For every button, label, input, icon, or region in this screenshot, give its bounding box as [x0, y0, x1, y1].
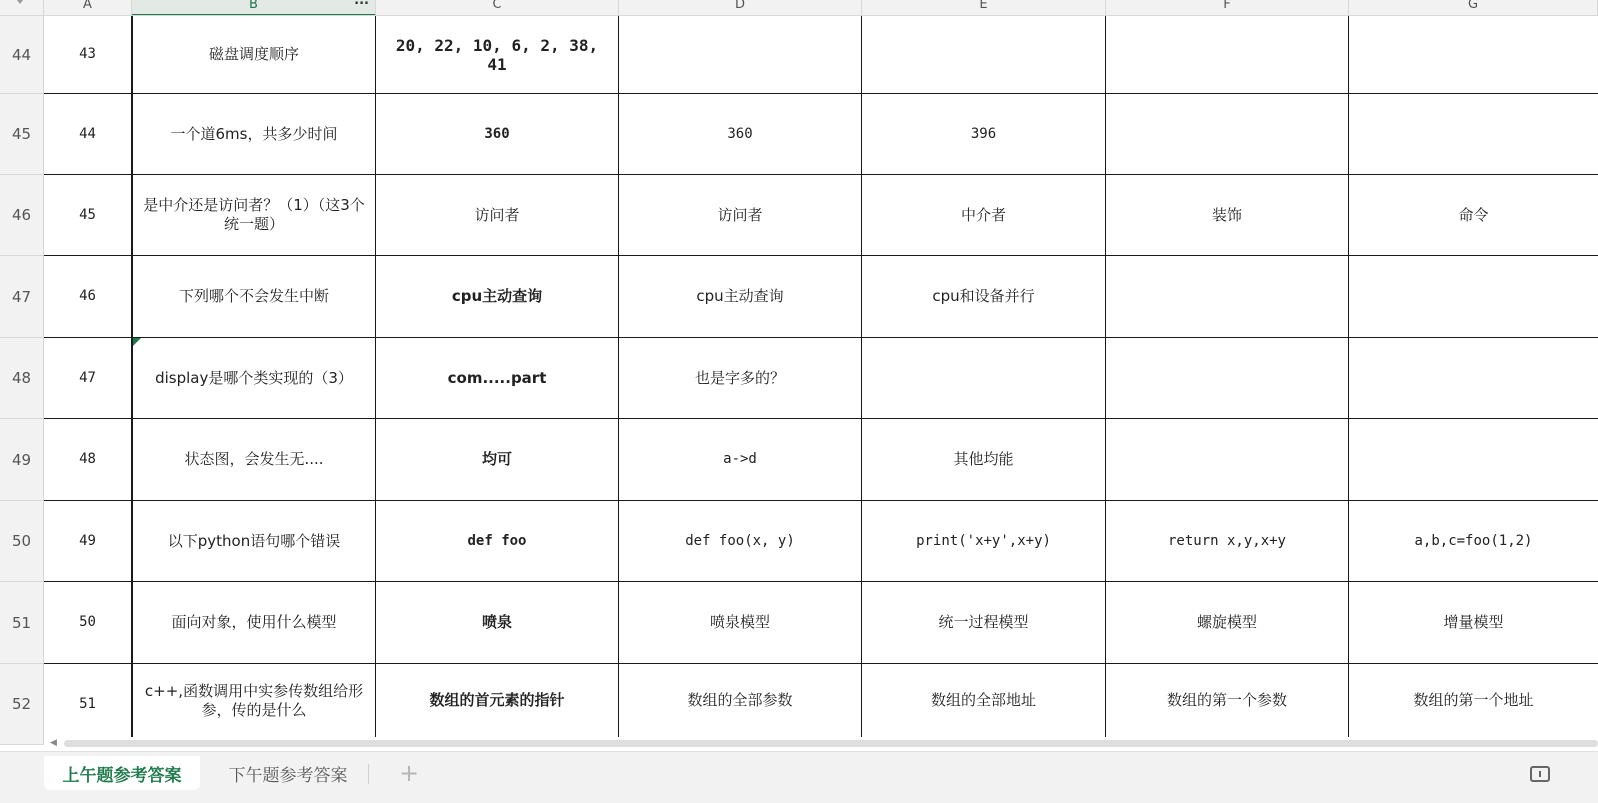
cell-d44[interactable]	[619, 16, 862, 94]
cell-f49[interactable]	[1106, 419, 1349, 501]
cell-text: print('x+y',x+y)	[916, 532, 1051, 549]
row-number: 51	[11, 613, 32, 632]
cell-text: 数组的第一个参数	[1166, 691, 1287, 709]
cell-text: a->d	[723, 451, 757, 467]
cell-text: 47	[79, 369, 96, 386]
cell-a51[interactable]	[44, 582, 132, 664]
cell-text: 48	[79, 451, 96, 467]
cell-e49[interactable]	[862, 419, 1106, 501]
cell-a44[interactable]	[44, 16, 132, 94]
cell-b51[interactable]	[132, 582, 376, 664]
cell-text: com.....part	[447, 368, 547, 387]
cell-text: 360	[727, 125, 753, 142]
sidebar-toggle-icon[interactable]	[1530, 766, 1550, 782]
tab-divider	[368, 764, 369, 784]
row-number: 45	[11, 125, 32, 143]
plus-icon[interactable]: +	[398, 759, 420, 787]
sheet-tab-morning-answers[interactable]	[44, 756, 200, 790]
cell-text: 中介者	[960, 205, 1006, 224]
cell-text: 喷泉模型	[709, 613, 770, 631]
cell-text: 数组的全部参数	[687, 691, 793, 709]
cell-f47[interactable]	[1106, 256, 1349, 338]
cell-a52[interactable]	[44, 664, 132, 748]
cell-text: 装饰	[1211, 205, 1242, 224]
cell-c50[interactable]	[376, 501, 619, 582]
cell-text: def foo(x, y)	[685, 532, 795, 549]
cell-e47[interactable]	[862, 256, 1106, 338]
cell-c51[interactable]	[376, 582, 619, 664]
cell-text: 访问者	[717, 205, 763, 224]
cell-e51[interactable]	[862, 582, 1106, 664]
cell-text: 下列哪个不会发生中断	[178, 287, 329, 305]
row-number: 52	[11, 695, 32, 713]
cell-b45[interactable]	[132, 94, 376, 175]
cell-text: 均可	[481, 450, 512, 468]
cell-text: 磁盘调度顺序	[208, 45, 299, 63]
cell-d49[interactable]	[619, 419, 862, 501]
scrollbar-thumb[interactable]	[64, 740, 1598, 747]
cell-e48[interactable]	[862, 338, 1106, 419]
cell-text: 49	[79, 532, 96, 549]
cell-text: 44	[79, 125, 96, 142]
more-options-icon[interactable]: ...	[354, 0, 369, 8]
cell-e44[interactable]	[862, 16, 1106, 94]
cell-e45[interactable]	[862, 94, 1106, 175]
cell-c44[interactable]	[376, 16, 619, 94]
cell-e50[interactable]	[862, 501, 1106, 582]
cell-a48[interactable]	[44, 338, 132, 419]
cell-text: cpu和设备并行	[932, 287, 1035, 305]
cell-g51[interactable]	[1349, 582, 1598, 664]
cell-text: 增量模型	[1443, 613, 1504, 631]
cell-text: 也是字多的？	[694, 368, 785, 387]
cell-b47[interactable]	[132, 256, 376, 338]
cell-d51[interactable]	[619, 582, 862, 664]
column-letter: B	[249, 0, 258, 12]
cell-f48[interactable]	[1106, 338, 1349, 419]
cell-text: 50	[79, 614, 96, 630]
cell-b48[interactable]	[132, 338, 376, 419]
cell-a46[interactable]	[44, 175, 132, 256]
cell-f50[interactable]	[1106, 501, 1349, 582]
cell-text: 20, 22, 10, 6, 2, 38, 41	[395, 35, 599, 74]
cell-d50[interactable]	[619, 501, 862, 582]
cell-text: 数组的第一个地址	[1413, 691, 1534, 709]
cell-text: 43	[79, 46, 96, 62]
cell-text: c++,函数调用中实参传数组给形参，传的是什么	[144, 681, 364, 719]
cell-d48[interactable]	[619, 338, 862, 419]
cell-text: 360	[484, 125, 510, 142]
comment-indicator-icon[interactable]	[133, 338, 141, 346]
row-number: 46	[11, 206, 32, 224]
cell-a50[interactable]	[44, 501, 132, 582]
cell-d52[interactable]	[619, 664, 862, 737]
cell-text: 螺旋模型	[1196, 613, 1257, 631]
cell-d46[interactable]	[619, 175, 862, 256]
cell-g52[interactable]	[1349, 664, 1598, 737]
cell-a45[interactable]	[44, 94, 132, 175]
horizontal-scrollbar[interactable]	[44, 737, 1598, 749]
cell-f45[interactable]	[1106, 94, 1349, 175]
sheet-tab-afternoon-answers[interactable]	[210, 756, 366, 790]
cell-text: a,b,c=foo(1,2)	[1414, 532, 1533, 549]
cell-b50[interactable]	[132, 501, 376, 582]
cell-g46[interactable]	[1349, 175, 1598, 256]
cell-text: 面向对象，使用什么模型	[171, 613, 337, 631]
cell-d47[interactable]	[619, 256, 862, 338]
row-number: 44	[11, 45, 32, 64]
row-number: 49	[11, 450, 32, 469]
cell-a47[interactable]	[44, 256, 132, 338]
cell-c52[interactable]	[376, 664, 619, 737]
row-number: 47	[11, 287, 32, 306]
tab-label: 上午题参考答案	[62, 765, 182, 786]
column-letter: F	[1223, 0, 1231, 12]
cell-text: 以下python语句哪个错误	[167, 531, 341, 550]
cell-text: 396	[970, 125, 997, 142]
sheet-tab-bar	[0, 751, 1598, 803]
cell-f52[interactable]	[1106, 664, 1349, 737]
cell-e52[interactable]	[862, 664, 1106, 737]
cell-a49[interactable]	[44, 419, 132, 501]
cell-text: cpu主动查询	[696, 287, 784, 305]
cell-b46[interactable]	[132, 175, 376, 256]
cell-g44[interactable]	[1349, 16, 1598, 94]
cell-text: 访问者	[474, 205, 520, 224]
column-letter: C	[492, 0, 502, 12]
cell-text: 是中介还是访问者？（1）（这3个统一题）	[143, 196, 365, 233]
cell-g45[interactable]	[1349, 94, 1598, 175]
cell-c48[interactable]	[376, 338, 619, 419]
row-number: 50	[11, 532, 32, 550]
cell-g48[interactable]	[1349, 338, 1598, 419]
tab-label: 下午题参考答案	[228, 765, 348, 786]
cell-c45[interactable]	[376, 94, 619, 175]
cell-text: 命令	[1458, 205, 1489, 224]
cell-text: 数组的全部地址	[930, 691, 1036, 709]
cell-c49[interactable]	[376, 419, 619, 501]
cell-f51[interactable]	[1106, 582, 1349, 664]
cell-d45[interactable]	[619, 94, 862, 175]
cell-text: 统一过程模型	[938, 613, 1029, 631]
cell-text: 喷泉	[481, 613, 512, 631]
cell-text: 状态图，会发生无....	[184, 450, 324, 468]
cell-text: cpu主动查询	[451, 287, 543, 305]
column-letter: D	[734, 0, 745, 12]
cell-c47[interactable]	[376, 256, 619, 338]
cell-g50[interactable]	[1349, 501, 1598, 582]
cell-text: def foo	[467, 532, 527, 549]
cell-text: 一个道6ms，共多少时间	[170, 124, 338, 143]
cell-f46[interactable]	[1106, 175, 1349, 256]
cell-text: 数组的首元素的指针	[429, 691, 565, 709]
row-number: 48	[11, 369, 32, 387]
cell-b49[interactable]	[132, 419, 376, 501]
cell-c46[interactable]	[376, 175, 619, 256]
column-letter: E	[979, 0, 988, 12]
cell-text: 45	[79, 206, 96, 223]
cell-b52[interactable]	[132, 664, 376, 737]
cell-text: display是哪个类实现的（3）	[155, 368, 353, 387]
cell-e46[interactable]	[862, 175, 1106, 256]
cell-f44[interactable]	[1106, 16, 1349, 94]
cell-g49[interactable]	[1349, 419, 1598, 501]
column-letter: A	[83, 0, 92, 12]
column-letter: G	[1467, 0, 1479, 12]
cell-text: 46	[79, 288, 96, 304]
chevron-left-icon[interactable]: ◀	[50, 738, 57, 748]
cell-b44[interactable]	[132, 16, 376, 94]
cell-g47[interactable]	[1349, 256, 1598, 338]
cell-text: 其他均能	[953, 450, 1014, 468]
cell-text: return x,y,x+y	[1167, 532, 1286, 549]
cell-text: 51	[79, 696, 96, 712]
